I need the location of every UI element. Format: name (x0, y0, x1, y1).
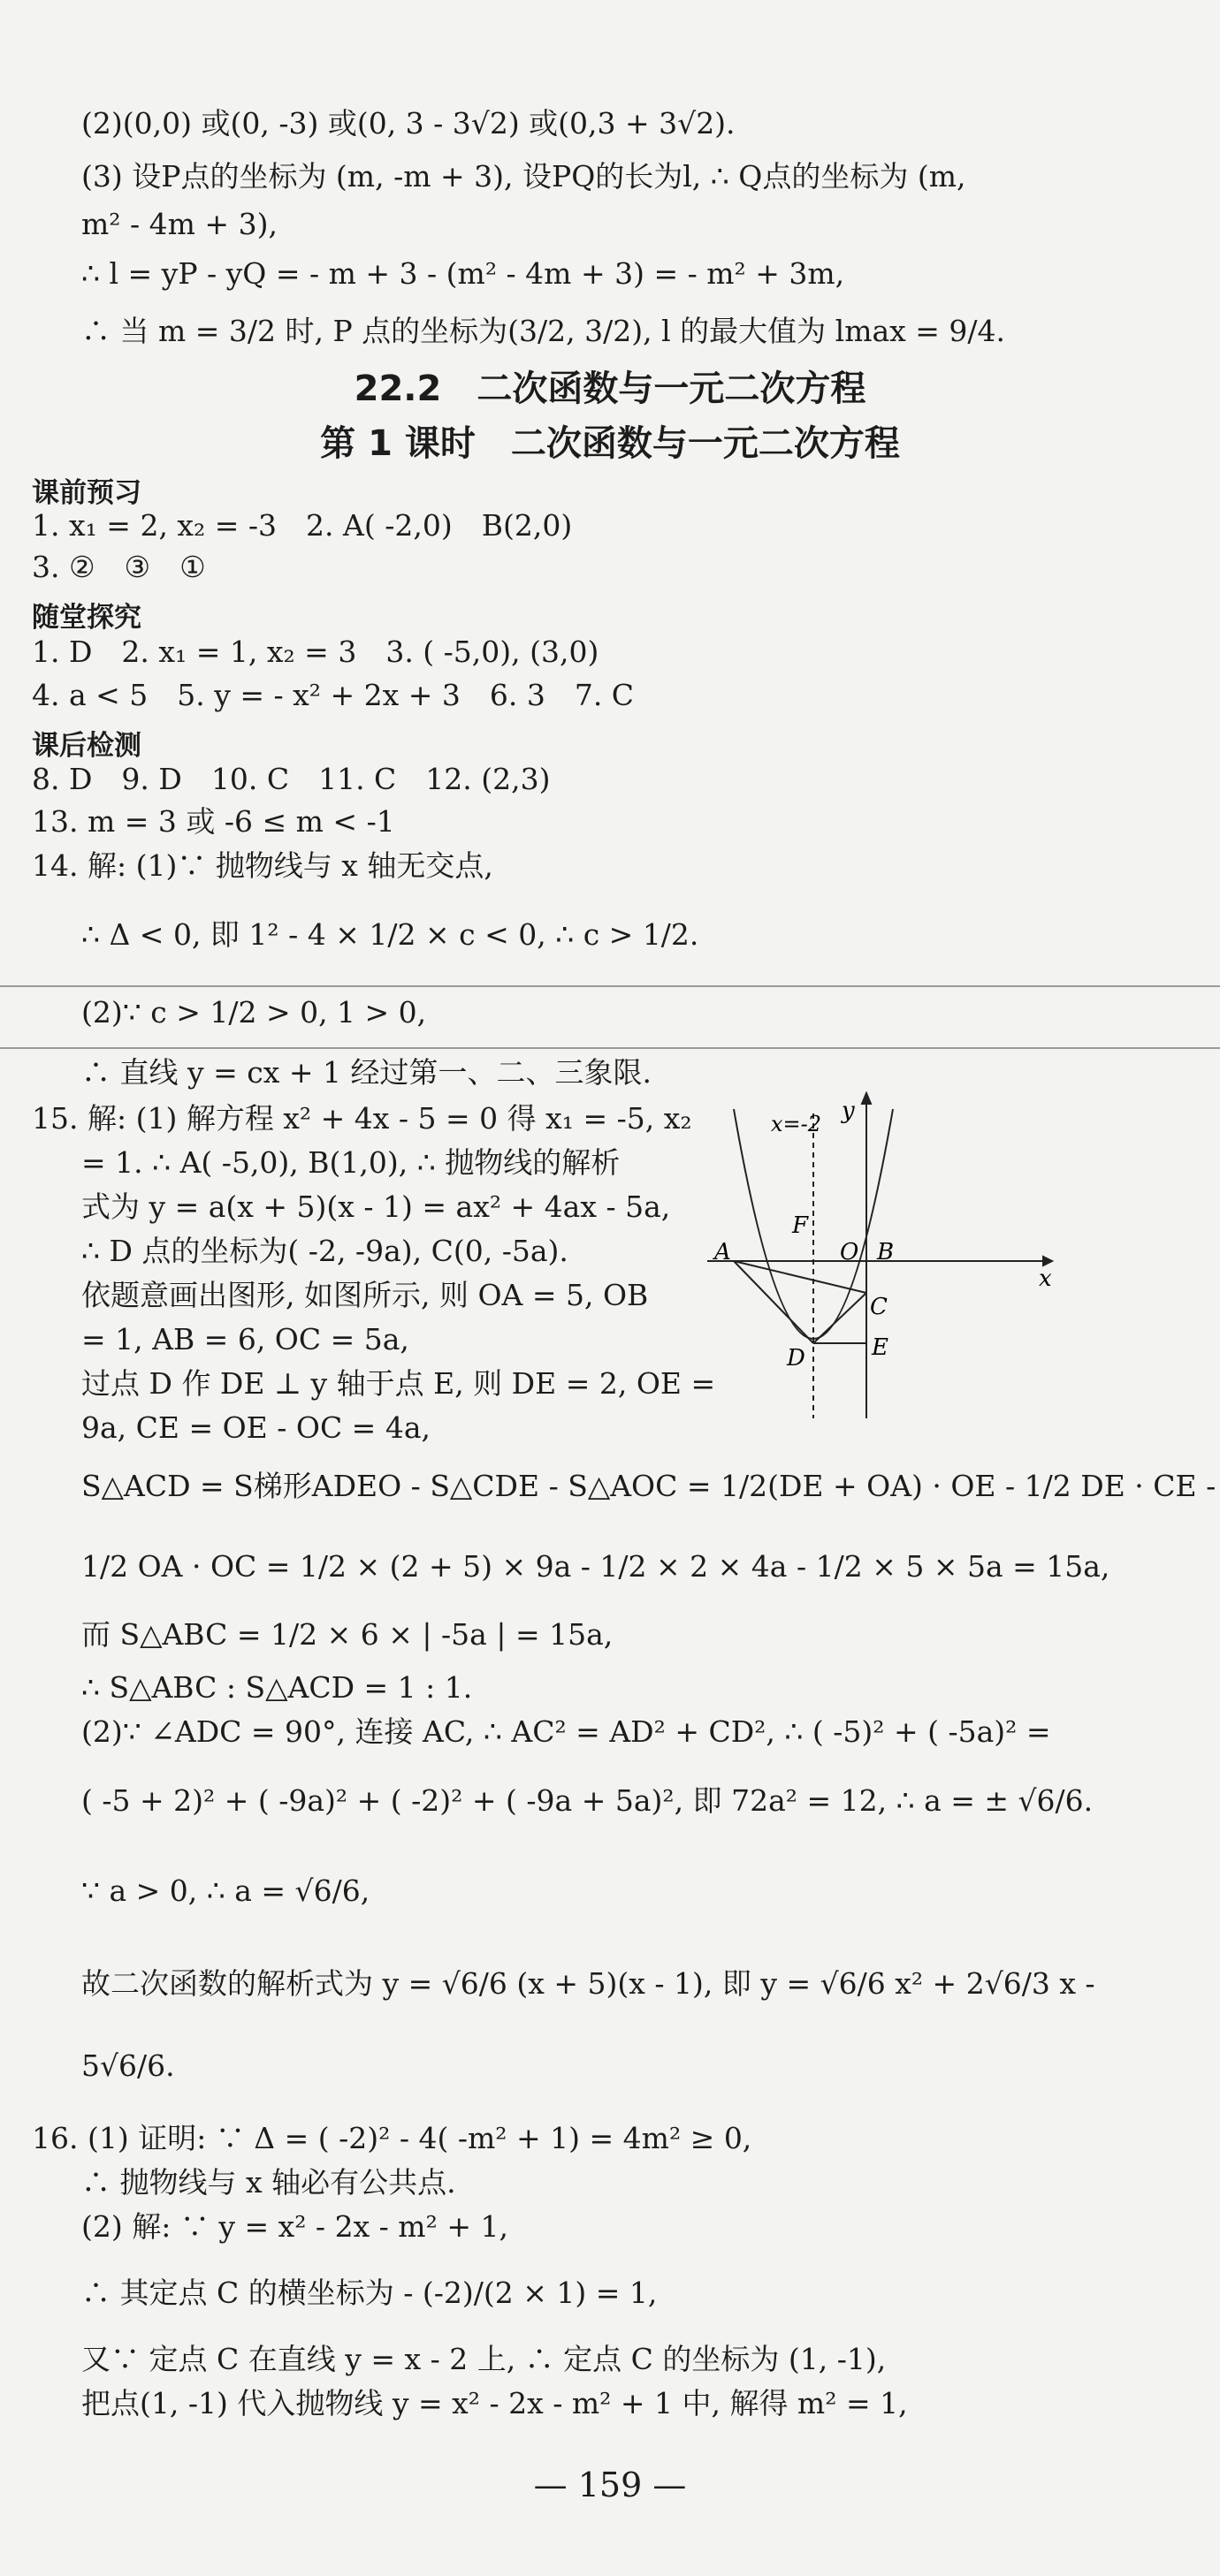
answer-line: 3. ② ③ ① (32, 550, 206, 584)
text-line: 5√6/6. (81, 2048, 175, 2083)
text-line: 把点(1, -1) 代入抛物线 y = x² - 2x - m² + 1 中, 解得 m² = 1, (81, 2386, 908, 2420)
text-line: ∴ Δ < 0, 即 1² - 4 × 1/2 × c < 0, ∴ c > 1/2. (81, 917, 699, 952)
text-line: 而 S△ABC = 1/2 × 6 × | -5a | = 15a, (81, 1617, 614, 1652)
text-line: (2) 解: ∵ y = x² - 2x - m² + 1, (81, 2209, 508, 2244)
text-line: 15. 解: (1) 解方程 x² + 4x - 5 = 0 得 x₁ = -5, x₂ (32, 1101, 692, 1136)
text-line: S△ACD = S梯形ADEO - S△CDE - S△AOC = 1/2(DE + OA) · OE - 1/2 DE · CE - (81, 1469, 1216, 1503)
figure-label: x (1039, 1265, 1052, 1292)
figure-label: x=-2 (771, 1112, 822, 1136)
text-line: = 1. ∴ A( -5,0), B(1,0), ∴ 抛物线的解析 (81, 1145, 621, 1180)
text-line: (3) 设P点的坐标为 (m, -m + 3), 设PQ的长为l, ∴ Q点的坐标为 (m, (81, 159, 966, 194)
answer-line: 1. x₁ = 2, x₂ = -3 2. A( -2,0) B(2,0) (32, 508, 573, 543)
text-line: ∴ S△ABC : S△ACD = 1 : 1. (81, 1670, 473, 1705)
section-heading: 22.2 二次函数与一元二次方程 (354, 369, 866, 409)
figure-label: O (840, 1239, 859, 1265)
text-line: 16. (1) 证明: ∵ Δ = ( -2)² - 4( -m² + 1) = 4m² ≥ 0, (32, 2121, 752, 2155)
section-title: 随堂探究 (32, 602, 141, 634)
segment-ad (734, 1261, 813, 1343)
divider (0, 1047, 1220, 1049)
answer-line: 4. a < 5 5. y = - x² + 2x + 3 6. 3 7. C (32, 678, 635, 712)
text-line: 依题意画出图形, 如图所示, 则 OA = 5, OB (81, 1278, 649, 1312)
text-line: 14. 解: (1)∵ 抛物线与 x 轴无交点, (32, 848, 493, 883)
answer-line: 8. D 9. D 10. C 11. C 12. (2,3) (32, 762, 551, 796)
answer-line: 13. m = 3 或 -6 ≤ m < -1 (32, 804, 395, 839)
text-line: 1/2 OA · OC = 1/2 × (2 + 5) × 9a - 1/2 × 2 × 4a - 1/2 × 5 × 5a = 15a, (81, 1549, 1110, 1584)
section-title: 课前预习 (32, 477, 141, 509)
text-line: ∴ 直线 y = cx + 1 经过第一、二、三象限. (81, 1055, 652, 1090)
segment-ac (734, 1261, 866, 1293)
text-line: (2)∵ c > 1/2 > 0, 1 > 0, (81, 995, 427, 1030)
text-line: (2)∵ ∠ADC = 90°, 连接 AC, ∴ AC² = AD² + CD², ∴ ( -5)² + ( -5a)² = (81, 1714, 1051, 1749)
text-line: (2)(0,0) 或(0, -3) 或(0, 3 - 3√2) 或(0,3 + 3√2). (81, 106, 736, 141)
text-line: 故二次函数的解析式为 y = √6/6 (x + 5)(x - 1), 即 y = √6/6 x² + 2√6/3 x - (81, 1966, 1095, 2001)
parabola-figure (690, 1091, 1061, 1427)
text-line: ∴ 当 m = 3/2 时, P 点的坐标为(3/2, 3/2), l 的最大值为 lmax = 9/4. (81, 314, 1005, 348)
text-line: ∵ a > 0, ∴ a = √6/6, (81, 1873, 370, 1908)
text-line: 过点 D 作 DE ⊥ y 轴于点 E, 则 DE = 2, OE = (81, 1366, 716, 1401)
divider (0, 985, 1220, 987)
text-line: = 1, AB = 6, OC = 5a, (81, 1322, 409, 1356)
text-line: ( -5 + 2)² + ( -9a)² + ( -2)² + ( -9a + 5a)², 即 72a² = 12, ∴ a = ± √6/6. (81, 1783, 1094, 1818)
text-line: 又∵ 定点 C 在直线 y = x - 2 上, ∴ 定点 C 的坐标为 (1, -1), (81, 2342, 887, 2376)
figure-label: B (877, 1239, 895, 1265)
figure-label: A (714, 1239, 731, 1265)
y-axis-arrow-icon (862, 1093, 871, 1104)
text-line: 式为 y = a(x + 5)(x - 1) = ax² + 4ax - 5a, (81, 1189, 671, 1224)
section-title: 课后检测 (32, 730, 141, 762)
figure-label: F (792, 1212, 809, 1239)
figure-label: C (870, 1294, 888, 1320)
x-axis-arrow-icon (1043, 1257, 1052, 1265)
answer-line: 1. D 2. x₁ = 1, x₂ = 3 3. ( -5,0), (3,0) (32, 635, 599, 669)
text-line: ∴ 其定点 C 的横坐标为 - (-2)/(2 × 1) = 1, (81, 2276, 658, 2310)
text-line: ∴ D 点的坐标为( -2, -9a), C(0, -5a). (81, 1234, 568, 1268)
text-line: 9a, CE = OE - OC = 4a, (81, 1410, 431, 1445)
segment-dc (813, 1293, 866, 1343)
page-number: — 159 — (533, 2466, 687, 2504)
text-line: ∴ l = yP - yQ = - m + 3 - (m² - 4m + 3) = - m² + 3m, (81, 256, 845, 291)
figure-label: E (872, 1334, 888, 1361)
text-line: m² - 4m + 3), (81, 207, 278, 241)
text-line: ∴ 抛物线与 x 轴必有公共点. (81, 2165, 456, 2200)
figure-label: y (842, 1098, 855, 1124)
lesson-heading: 第 1 课时 二次函数与一元二次方程 (320, 423, 900, 464)
figure-label: D (787, 1345, 805, 1372)
